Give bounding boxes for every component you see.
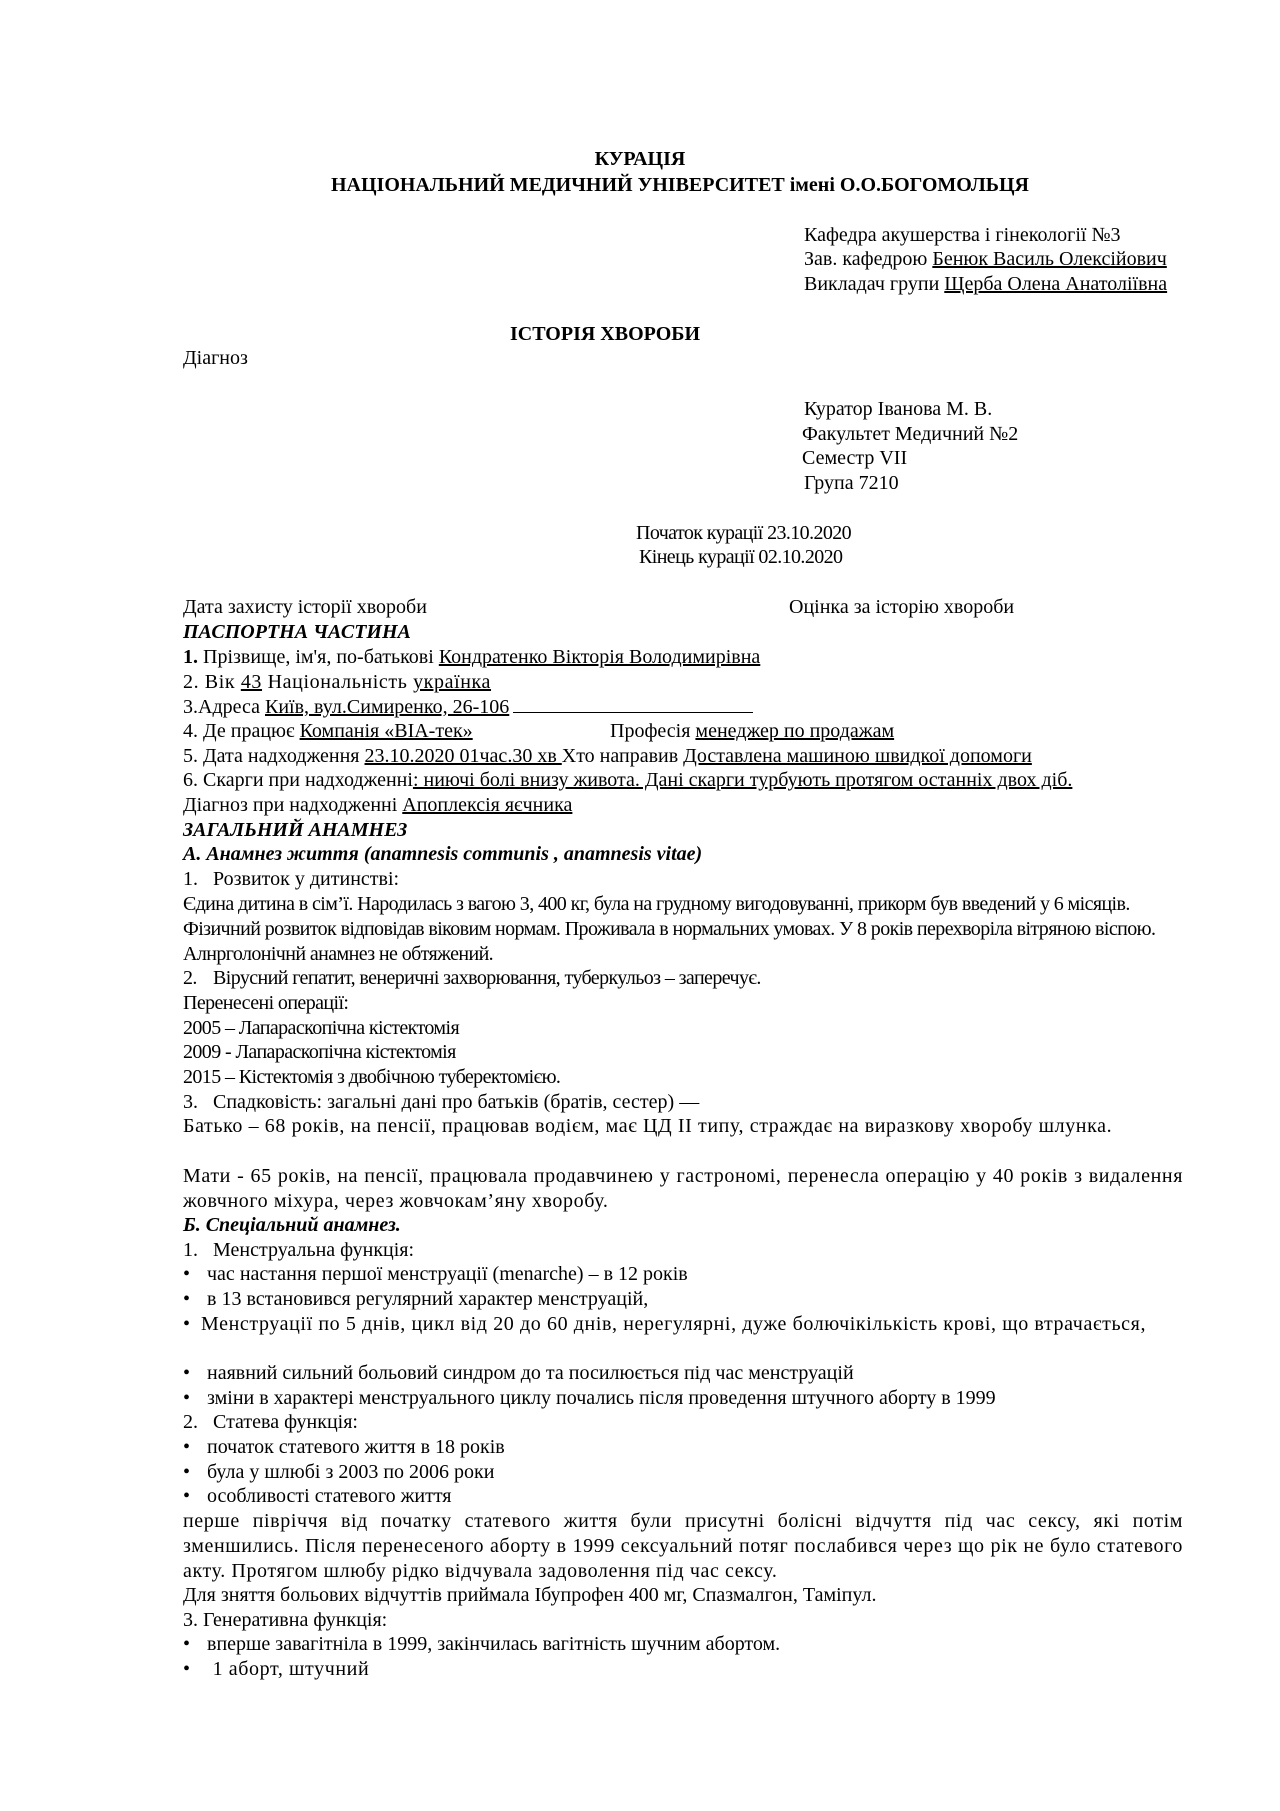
diagnosis-label: Діагноз — [183, 347, 248, 369]
curation-end: Кінець курації 02.10.2020 — [639, 546, 843, 568]
semester: Семестр VII — [802, 447, 908, 469]
sexual-life-text: перше півріччя від початку статевого життя були присутні болісні відчуття під час сексу, які потім зменшились. Після перенесеного аборту в 1999 сексуальний потяг послабився через що рік не було статевого акту. Протягом шлюбу рідко відчувала задоволення під час сексу. — [183, 1510, 1183, 1582]
patient-age-nationality: 2. Вік 43 Національність українка — [183, 671, 492, 693]
list-item: • наявний сильний больовий синдром до та посилюється під час менструацій — [183, 1362, 854, 1384]
title-curation: КУРАЦІЯ — [594, 148, 686, 170]
sexual-function-item: 2. Статева функція: — [183, 1411, 358, 1433]
patient-profession: Професія менеджер по продажам — [610, 720, 895, 742]
operation-2005: 2005 – Лапараскопічна кістектомія — [183, 1017, 460, 1039]
childhood-text: Єдина дитина в сім’ї. Народилась з вагою 3, 400 кг, була на грудному вигодовуванні, прикорм був введений у 6 місяців. Фізичний розвиток відповідав віковим нормам. Проживала в нормальних умовах. У 8 років перехворіла вітряною віспою. Алнрголонічнй анамнез не обтяжений. — [183, 893, 1156, 965]
generative-function-item: 3. Генеративна функція: — [183, 1609, 388, 1631]
patient-address: 3.Адреса Київ, вул.Симиренко, 26-106 — [183, 694, 753, 720]
pain-relief-text: Для зняття больових відчуттів приймала Ібупрофен 400 мг, Спазмалгон, Таміпул. — [183, 1584, 877, 1606]
address-underline — [513, 694, 753, 713]
history-title: ІСТОРІЯ ХВОРОБИ — [510, 323, 701, 345]
group-teacher: Викладач групи Щерба Олена Анатоліївна — [804, 273, 1168, 295]
list-item: • особливості статевого життя — [183, 1485, 452, 1507]
life-anamnesis-heading: А. Анамнез життя (anamnesis communis , anamnesis vitae) — [183, 843, 703, 865]
defense-date-label: Дата захисту історії хвороби — [183, 596, 427, 618]
father-history: Батько – 68 років, на пенсії, працював водієм, має ЦД ІІ типу, страждає на виразкову хворобу шлунка. — [183, 1115, 1113, 1137]
operation-2015: 2015 – Кістектомія з двобічною туберектомією. — [183, 1066, 561, 1088]
mother-history: Мати - 65 років, на пенсії, працювала продавчинею у гастрономі, перенесла операцію у 40 років з видалення жовчного міхура, через жовчокам’яну хворобу. — [183, 1165, 1183, 1212]
grade-label: Оцінка за історію хвороби — [789, 596, 1015, 618]
general-anamnesis-heading: ЗАГАЛЬНИЙ АНАМНЕЗ — [183, 819, 408, 841]
group: Група 7210 — [804, 472, 899, 494]
heredity-item: 3. Спадковість: загальні дані про батьків (братів, сестер) — — [183, 1091, 700, 1113]
curation-start: Початок курації 23.10.2020 — [636, 522, 852, 544]
list-item: • 1 аборт, штучний — [183, 1658, 370, 1680]
list-item: • вперше завагітніла в 1999, закінчилась вагітність шучним абортом. — [183, 1633, 781, 1655]
childhood-item: 1. Розвиток у дитинстві: — [183, 868, 400, 890]
list-item: • початок статевого життя в 18 років — [183, 1436, 505, 1458]
operation-2009: 2009 - Лапараскопічна кістектомія — [183, 1041, 456, 1063]
admission-complaints: 6. Скарги при надходженні: ниючі болі внизу живота. Дані скарги турбують протягом останніх двох діб. — [183, 769, 1073, 791]
curator-name: Куратор Іванова М. В. — [804, 398, 993, 420]
patient-work: 4. Де працює Компанія «ВІА-тек» — [183, 720, 473, 742]
list-item: • час настання першої менструації (menarche) – в 12 років — [183, 1263, 688, 1285]
passport-heading: ПАСПОРТНА ЧАСТИНА — [183, 621, 411, 643]
list-item: • в 13 встановився регулярний характер менструацій, — [183, 1288, 649, 1310]
menstrual-function-item: 1. Менструальна функція: — [183, 1239, 415, 1261]
patient-name: 1. Прізвище, ім'я, по-батькові Кондратенко Вікторія Володимирівна — [183, 646, 761, 668]
special-anamnesis-heading: Б. Спеціальний анамнез. — [183, 1214, 401, 1236]
diseases-item: 2. Вірусний гепатит, венеричні захворювання, туберкульоз – заперечує. — [183, 967, 761, 989]
list-item: • зміни в характері менструального циклу почались після проведення штучного аборту в 1999 — [183, 1387, 996, 1409]
admission-info: 5. Дата надходження 23.10.2020 01час.30 хв Хто направив Доставлена машиною швидкої допомоги — [183, 745, 1032, 767]
operations-label: Перенесені операції: — [183, 992, 349, 1014]
department-name: Кафедра акушерства і гінекології №3 — [804, 224, 1121, 246]
list-item: • Менструації по 5 днів, цикл від 20 до 60 днів, нерегулярні, дуже болючікількість крові, що втрачається, — [183, 1313, 1147, 1335]
admission-diagnosis: Діагноз при надходженні Апоплексія яєчника — [183, 794, 573, 816]
title-university: НАЦІОНАЛЬНИЙ МЕДИЧНИЙ УНІВЕРСИТЕТ імені О.О.БОГОМОЛЬЦЯ — [331, 174, 1029, 196]
faculty: Факультет Медичний №2 — [802, 423, 1019, 445]
list-item: • була у шлюбі з 2003 по 2006 роки — [183, 1461, 495, 1483]
department-head: Зав. кафедрою Бенюк Василь Олексійович — [804, 248, 1167, 270]
